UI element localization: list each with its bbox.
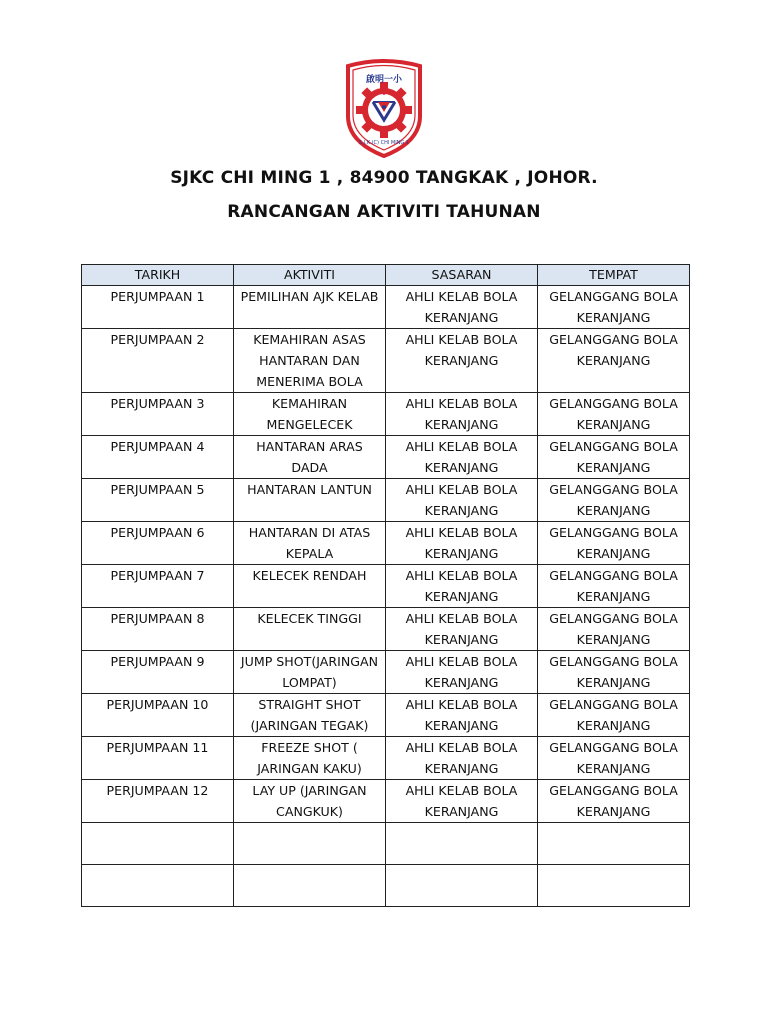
table-row: [82, 694, 690, 737]
empty-cell-tempat: [538, 823, 690, 865]
empty-table-row: [82, 865, 690, 907]
cell-tarikh: PERJUMPAAN 9: [82, 651, 234, 694]
cell-tarikh: PERJUMPAAN 6: [82, 522, 234, 565]
cell-tarikh: PERJUMPAAN 12: [82, 780, 234, 823]
cell-aktiviti: KEMAHIRAN MENGELECEK: [234, 393, 386, 436]
empty-table-row: [82, 823, 690, 865]
cell-tempat: GELANGGANG BOLA KERANJANG: [538, 286, 690, 329]
cell-aktiviti: HANTARAN ARAS DADA: [234, 436, 386, 479]
cell-aktiviti: STRAIGHT SHOT (JARINGAN TEGAK): [234, 694, 386, 737]
empty-cell-tarikh: [82, 865, 234, 907]
cell-aktiviti: KELECEK RENDAH: [234, 565, 386, 608]
cell-sasaran: AHLI KELAB BOLA KERANJANG: [386, 608, 538, 651]
table-row: [82, 436, 690, 479]
cell-tempat: GELANGGANG BOLA KERANJANG: [538, 608, 690, 651]
cell-sasaran: AHLI KELAB BOLA KERANJANG: [386, 436, 538, 479]
cell-tarikh: PERJUMPAAN 4: [82, 436, 234, 479]
table-row: [82, 479, 690, 522]
table-row: [82, 608, 690, 651]
cell-sasaran: AHLI KELAB BOLA KERANJANG: [386, 479, 538, 522]
cell-tarikh: PERJUMPAAN 2: [82, 329, 234, 393]
cell-tempat: GELANGGANG BOLA KERANJANG: [538, 479, 690, 522]
column-header-tempat: TEMPAT: [538, 265, 690, 286]
cell-aktiviti: FREEZE SHOT ( JARINGAN KAKU): [234, 737, 386, 780]
svg-text:啟明一小: 啟明一小: [365, 75, 403, 85]
table-row: [82, 651, 690, 694]
cell-sasaran: AHLI KELAB BOLA KERANJANG: [386, 651, 538, 694]
empty-cell-sasaran: [386, 823, 538, 865]
column-header-aktiviti: AKTIVITI: [234, 265, 386, 286]
empty-cell-sasaran: [386, 865, 538, 907]
svg-text:S.J.K.(C) CHI MING 1: S.J.K.(C) CHI MING 1: [358, 140, 410, 146]
cell-aktiviti: HANTARAN LANTUN: [234, 479, 386, 522]
cell-aktiviti: PEMILIHAN AJK KELAB: [234, 286, 386, 329]
cell-tarikh: PERJUMPAAN 3: [82, 393, 234, 436]
cell-tarikh: PERJUMPAAN 5: [82, 479, 234, 522]
cell-aktiviti: KEMAHIRAN ASAS HANTARAN DAN MENERIMA BOLA: [234, 329, 386, 393]
cell-tarikh: PERJUMPAAN 7: [82, 565, 234, 608]
cell-tempat: GELANGGANG BOLA KERANJANG: [538, 329, 690, 393]
cell-tarikh: PERJUMPAAN 8: [82, 608, 234, 651]
column-header-sasaran: SASARAN: [386, 265, 538, 286]
cell-sasaran: AHLI KELAB BOLA KERANJANG: [386, 694, 538, 737]
empty-cell-aktiviti: [234, 823, 386, 865]
cell-sasaran: AHLI KELAB BOLA KERANJANG: [386, 522, 538, 565]
cell-sasaran: AHLI KELAB BOLA KERANJANG: [386, 329, 538, 393]
empty-cell-aktiviti: [234, 865, 386, 907]
cell-tempat: GELANGGANG BOLA KERANJANG: [538, 393, 690, 436]
table-header-row: [82, 265, 690, 286]
table-body: [82, 286, 690, 907]
activity-plan-table: [81, 264, 690, 907]
table-row: [82, 737, 690, 780]
cell-tempat: GELANGGANG BOLA KERANJANG: [538, 737, 690, 780]
cell-tempat: GELANGGANG BOLA KERANJANG: [538, 651, 690, 694]
school-name-heading: SJKC CHI MING 1 , 84900 TANGKAK , JOHOR.: [170, 168, 598, 188]
table-row: [82, 286, 690, 329]
cell-aktiviti: HANTARAN DI ATAS KEPALA: [234, 522, 386, 565]
cell-tempat: GELANGGANG BOLA KERANJANG: [538, 694, 690, 737]
cell-tempat: GELANGGANG BOLA KERANJANG: [538, 780, 690, 823]
empty-cell-tempat: [538, 865, 690, 907]
table-row: [82, 522, 690, 565]
plan-title-heading: RANCANGAN AKTIVITI TAHUNAN: [227, 202, 541, 222]
table-row: [82, 329, 690, 393]
cell-sasaran: AHLI KELAB BOLA KERANJANG: [386, 393, 538, 436]
cell-tempat: GELANGGANG BOLA KERANJANG: [538, 436, 690, 479]
cell-sasaran: AHLI KELAB BOLA KERANJANG: [386, 780, 538, 823]
cell-aktiviti: JUMP SHOT(JARINGAN LOMPAT): [234, 651, 386, 694]
cell-tempat: GELANGGANG BOLA KERANJANG: [538, 522, 690, 565]
cell-sasaran: AHLI KELAB BOLA KERANJANG: [386, 286, 538, 329]
cell-tarikh: PERJUMPAAN 11: [82, 737, 234, 780]
table-row: [82, 393, 690, 436]
column-header-tarikh: TARIKH: [82, 265, 234, 286]
cell-sasaran: AHLI KELAB BOLA KERANJANG: [386, 565, 538, 608]
empty-cell-tarikh: [82, 823, 234, 865]
table-row: [82, 780, 690, 823]
cell-tempat: GELANGGANG BOLA KERANJANG: [538, 565, 690, 608]
cell-aktiviti: KELECEK TINGGI: [234, 608, 386, 651]
cell-tarikh: PERJUMPAAN 1: [82, 286, 234, 329]
table-row: [82, 565, 690, 608]
school-crest-icon: [344, 58, 424, 158]
cell-aktiviti: LAY UP (JARINGAN CANGKUK): [234, 780, 386, 823]
cell-tarikh: PERJUMPAAN 10: [82, 694, 234, 737]
cell-sasaran: AHLI KELAB BOLA KERANJANG: [386, 737, 538, 780]
